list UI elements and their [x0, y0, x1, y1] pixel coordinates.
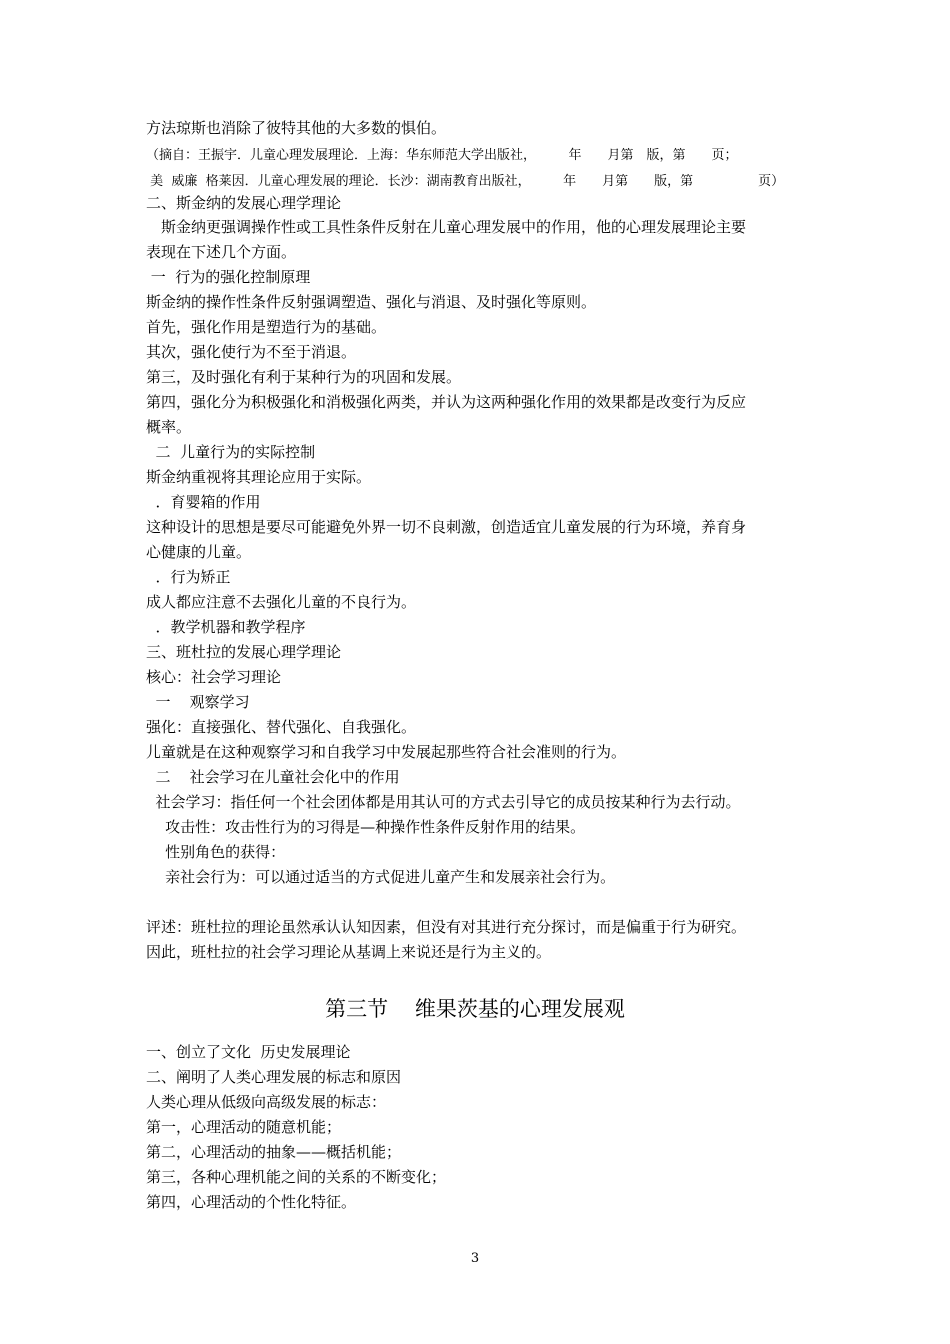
text-line: 亲社会行为：可以通过适当的方式促进儿童产生和发展亲社会行为。	[146, 868, 616, 886]
text-line: 首先，强化作用是塑造行为的基础。	[146, 318, 387, 336]
text-line: 心健康的儿童。	[146, 543, 252, 561]
subheading: 二 社会学习在儿童社会化中的作用	[146, 768, 400, 786]
text-line: 斯金纳的操作性条件反射强调塑造、强化与消退、及时强化等原则。	[146, 293, 597, 311]
text-line: 人类心理从低级向高级发展的标志：	[146, 1093, 387, 1111]
list-item: ．育婴箱的作用	[146, 493, 261, 511]
text-line: 第二，心理活动的抽象——概括机能；	[146, 1143, 402, 1161]
page-number: 3	[470, 1251, 480, 1266]
text-line: 儿童就是在这种观察学习和自我学习中发展起那些符合社会准则的行为。	[146, 743, 627, 761]
citation-line: 美 威廉 格莱因．儿童心理发展的理论．长沙：湖南教育出版社， 年 月第 版，第 页）	[146, 174, 785, 189]
text-line: 一、创立了文化 历史发展理论	[146, 1043, 351, 1061]
section-heading: 三、班杜拉的发展心理学理论	[146, 643, 342, 661]
text-line: 这种设计的思想是要尽可能避免外界一切不良刺激，创造适宜儿童发展的行为环境，养育身	[146, 518, 747, 536]
text-line: 斯金纳重视将其理论应用于实际。	[146, 468, 372, 486]
text-line: 评述：班杜拉的理论虽然承认认知因素，但没有对其进行充分探讨，而是偏重于行为研究。	[146, 918, 747, 936]
text-line: 其次，强化使行为不至于消退。	[146, 343, 357, 361]
text-line: 第四，心理活动的个性化特征。	[146, 1193, 357, 1211]
text-line: 性别角色的获得：	[146, 843, 286, 861]
text-line: 核心：社会学习理论	[146, 668, 282, 686]
text-line: 攻击性：攻击性行为的习得是—种操作性条件反射作用的结果。	[146, 818, 586, 836]
text-line: 斯金纳更强调操作性或工具性条件反射在儿童心理发展中的作用，他的心理发展理论主要	[146, 218, 747, 236]
section-title: 第三节 维果茨基的心理发展观	[325, 997, 625, 1021]
list-item: ．教学机器和教学程序	[146, 618, 306, 636]
text-line: 方法琼斯也消除了彼特其他的大多数的惧伯。	[146, 119, 447, 137]
text-line: 因此，班杜拉的社会学习理论从基调上来说还是行为主义的。	[146, 943, 552, 961]
section-heading: 二、斯金纳的发展心理学理论	[146, 194, 342, 212]
subheading: 二 儿童行为的实际控制	[146, 443, 316, 461]
citation-line: （摘自：王振宇．儿童心理发展理论．上海：华东师范大学出版社， 年 月第 版，第 页；	[146, 148, 738, 163]
text-line: 强化：直接强化、替代强化、自我强化。	[146, 718, 417, 736]
subheading: 一 行为的强化控制原理	[146, 268, 311, 286]
text-line: 第三，各种心理机能之间的关系的不断变化；	[146, 1168, 447, 1186]
text-line: 表现在下述几个方面。	[146, 243, 297, 261]
text-line: 概率。	[146, 418, 192, 436]
subheading: 一 观察学习	[146, 693, 250, 711]
text-line: 社会学习：指任何一个社会团体都是用其认可的方式去引导它的成员按某种行为去行动。	[146, 793, 741, 811]
text-line: 二、阐明了人类心理发展的标志和原因	[146, 1068, 402, 1086]
text-line: 第三，及时强化有利于某种行为的巩固和发展。	[146, 368, 462, 386]
list-item: ．行为矫正	[146, 568, 231, 586]
text-line: 第四，强化分为积极强化和消极强化两类，并认为这两种强化作用的效果都是改变行为反应	[146, 393, 747, 411]
text-line: 第一，心理活动的随意机能；	[146, 1118, 342, 1136]
text-line: 成人都应注意不去强化儿童的不良行为。	[146, 593, 417, 611]
